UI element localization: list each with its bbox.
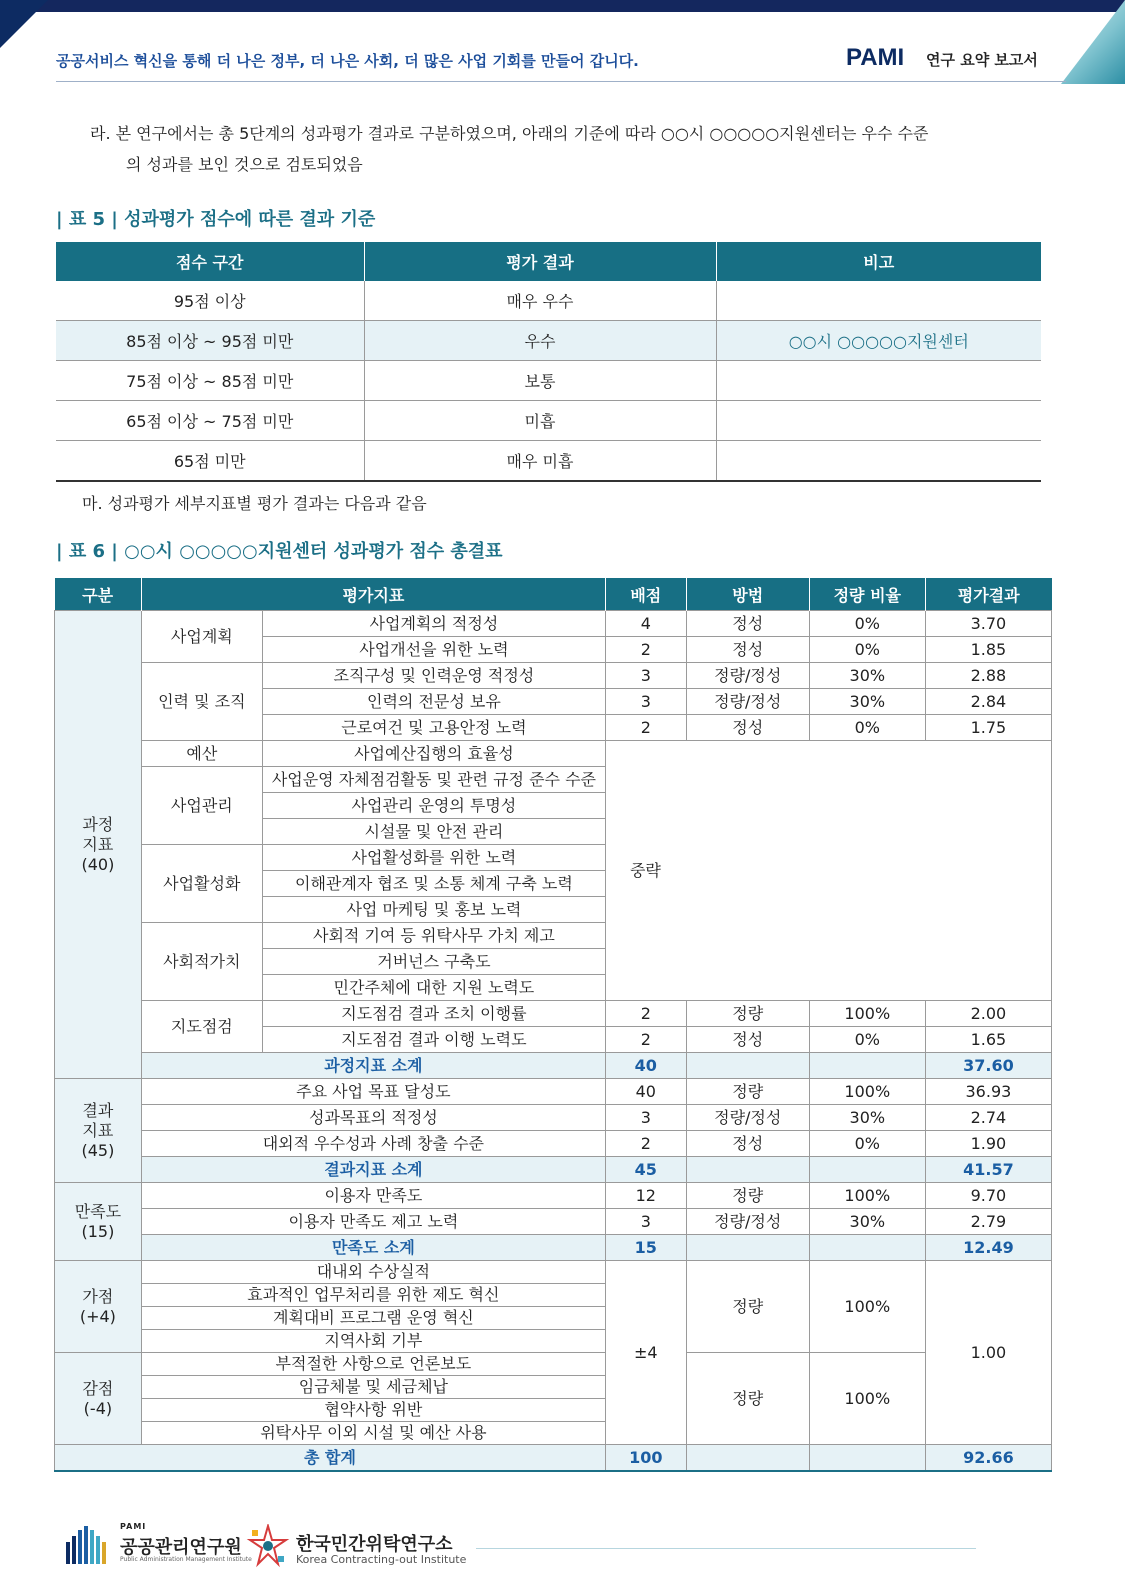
subtotal-score: 45 (605, 1157, 686, 1183)
header-score: 배점 (605, 578, 686, 611)
indicator-cell: 지역사회 기부 (141, 1330, 605, 1353)
result-cell: 2.00 (925, 1001, 1051, 1027)
method-cell: 정량/정성 (686, 663, 809, 689)
group-inspection: 지도점검 (141, 1001, 262, 1053)
table-row (55, 1131, 1052, 1157)
indicator-cell: 근로여건 및 고용안정 노력 (262, 715, 605, 741)
subtotal-score: 15 (605, 1235, 686, 1261)
ratio-cell: 0% (809, 637, 925, 663)
bonus-ratio: 100% (809, 1261, 925, 1353)
footer-org2-name: 한국민간위탁연구소 (296, 1534, 453, 1555)
paragraph-ra-line2: 의 성과를 보인 것으로 검토되었음 (126, 155, 363, 174)
method-cell: 정성 (686, 1027, 809, 1053)
adjust-result-cell: 1.00 (925, 1261, 1051, 1445)
score-cell: 2 (605, 715, 686, 741)
outcome-category: 결과 지표 (45) (55, 1079, 142, 1183)
indicator-cell: 사업계획의 적정성 (262, 611, 605, 637)
indicator-cell: 조직구성 및 인력운영 적정성 (262, 663, 605, 689)
indicator-cell: 협약사항 위반 (141, 1399, 605, 1422)
footer-pami-small: PAMI (120, 1522, 147, 1531)
total-empty (809, 1445, 925, 1472)
top-right-decoration (1061, 0, 1125, 84)
indicator-cell: 사업예산집행의 효율성 (262, 741, 605, 767)
group-org: 인력 및 조직 (141, 663, 262, 741)
method-cell: 정성 (686, 637, 809, 663)
page-header (56, 44, 1046, 80)
table-row (55, 1183, 1052, 1209)
range-cell: 85점 이상 ~ 95점 미만 (56, 321, 364, 361)
indicator-cell: 효과적인 업무처리를 위한 제도 혁신 (141, 1284, 605, 1307)
paragraph-ra-line1: 라. 본 연구에서는 총 5단계의 성과평가 결과로 구분하였으며, 아래의 기준에 따라 ○○시 ○○○○○지원센터는 우수 수준 (90, 124, 929, 143)
score-cell: 3 (605, 1105, 686, 1131)
result-cell: 2.88 (925, 663, 1051, 689)
subtotal-score: 40 (605, 1053, 686, 1079)
result-cell: 1.65 (925, 1027, 1051, 1053)
indicator-cell: 인력의 전문성 보유 (262, 689, 605, 715)
indicator-cell: 사회적 기여 등 위탁사무 가치 제고 (262, 923, 605, 949)
total-result: 92.66 (925, 1445, 1051, 1472)
ratio-cell: 30% (809, 689, 925, 715)
method-cell: 정성 (686, 611, 809, 637)
score-cell: 12 (605, 1183, 686, 1209)
score-cell: 3 (605, 1209, 686, 1235)
score-cell: 2 (605, 1001, 686, 1027)
table-row (55, 1105, 1052, 1131)
indicator-cell: 임금체불 및 세금체납 (141, 1376, 605, 1399)
indicator-cell: 이용자 만족도 제고 노력 (141, 1209, 605, 1235)
bonus-category: 가점 (+4) (55, 1261, 142, 1353)
indicator-cell: 거버넌스 구축도 (262, 949, 605, 975)
table-row (55, 1079, 1052, 1105)
total-row (55, 1445, 1052, 1472)
indicator-cell: 이해관계자 협조 및 소통 체계 구축 노력 (262, 871, 605, 897)
subtotal-label: 결과지표 소계 (141, 1157, 605, 1183)
group-plan: 사업계획 (141, 611, 262, 663)
method-cell: 정량/정성 (686, 1209, 809, 1235)
table6 (54, 578, 1052, 1472)
header-result: 평가결과 (925, 578, 1051, 611)
indicator-cell: 성과목표의 적정성 (141, 1105, 605, 1131)
group-social: 사회적가치 (141, 923, 262, 1001)
table6-header-row (55, 578, 1052, 611)
table6-title: | 표 6 | ○○시 ○○○○○지원센터 성과평가 점수 총결표 (56, 541, 503, 562)
paragraph-ra (90, 118, 1040, 180)
note-cell: ○○시 ○○○○○지원센터 (716, 321, 1041, 361)
table-row (55, 611, 1052, 637)
pami-bars-icon (66, 1524, 106, 1564)
table-row (56, 401, 1041, 441)
subtotal-empty (809, 1053, 925, 1079)
table-row (55, 663, 1052, 689)
indicator-cell: 지도점검 결과 이행 노력도 (262, 1027, 605, 1053)
indicator-cell: 부적절한 사항으로 언론보도 (141, 1353, 605, 1376)
subtotal-result: 41.57 (925, 1157, 1051, 1183)
omitted-cell: 중략 (605, 741, 1051, 1001)
indicator-cell: 민간주체에 대한 지원 노력도 (262, 975, 605, 1001)
result-cell: 미흡 (364, 401, 716, 441)
table5-header-range: 점수 구간 (56, 242, 364, 281)
score-cell: 3 (605, 689, 686, 715)
subtotal-result: 12.49 (925, 1235, 1051, 1261)
ratio-cell: 0% (809, 1131, 925, 1157)
result-cell: 2.84 (925, 689, 1051, 715)
indicator-cell: 사업개선을 위한 노력 (262, 637, 605, 663)
table5-header-result: 평가 결과 (364, 242, 716, 281)
result-cell: 보통 (364, 361, 716, 401)
result-cell: 우수 (364, 321, 716, 361)
header-indicator: 평가지표 (141, 578, 605, 611)
ratio-cell: 0% (809, 611, 925, 637)
note-cell (716, 361, 1041, 401)
table-row (55, 1209, 1052, 1235)
footer-divider (476, 1548, 976, 1549)
method-cell: 정량 (686, 1001, 809, 1027)
subtotal-empty (809, 1157, 925, 1183)
header-category: 구분 (55, 578, 142, 611)
ratio-cell: 30% (809, 1105, 925, 1131)
footer-org1-name: 공공관리연구원 (120, 1537, 242, 1558)
header-slogan: 공공서비스 혁신을 통해 더 나은 정부, 더 나은 사회, 더 많은 사업 기회를 만들어 갑니다. (56, 52, 639, 70)
table-row (55, 1261, 1052, 1284)
ratio-cell: 30% (809, 1209, 925, 1235)
note-cell (716, 281, 1041, 321)
table-row (56, 441, 1041, 482)
indicator-cell: 계획대비 프로그램 운영 혁신 (141, 1307, 605, 1330)
group-budget: 예산 (141, 741, 262, 767)
subtotal-row (55, 1235, 1052, 1261)
result-cell: 매우 미흡 (364, 441, 716, 482)
result-cell: 3.70 (925, 611, 1051, 637)
result-cell: 36.93 (925, 1079, 1051, 1105)
table5-header-row (56, 242, 1041, 281)
group-mgmt: 사업관리 (141, 767, 262, 845)
bonus-method: 정량 (686, 1261, 809, 1353)
result-cell: 2.74 (925, 1105, 1051, 1131)
method-cell: 정량/정성 (686, 689, 809, 715)
indicator-cell: 사업 마케팅 및 홍보 노력 (262, 897, 605, 923)
penalty-method: 정량 (686, 1353, 809, 1445)
indicator-cell: 위탁사무 이외 시설 및 예산 사용 (141, 1422, 605, 1445)
top-left-decoration (0, 0, 48, 48)
result-cell: 매우 우수 (364, 281, 716, 321)
method-cell: 정성 (686, 1131, 809, 1157)
score-cell: 40 (605, 1079, 686, 1105)
subtotal-result: 37.60 (925, 1053, 1051, 1079)
subtotal-empty (686, 1053, 809, 1079)
report-type: 연구 요약 보고서 (926, 51, 1038, 69)
indicator-cell: 대외적 우수성과 사례 창출 수준 (141, 1131, 605, 1157)
table5-title: | 표 5 | 성과평가 점수에 따른 결과 기준 (56, 209, 376, 230)
score-cell: 2 (605, 1027, 686, 1053)
ratio-cell: 100% (809, 1001, 925, 1027)
method-cell: 정성 (686, 715, 809, 741)
score-cell: 3 (605, 663, 686, 689)
penalty-category: 감점 (-4) (55, 1353, 142, 1445)
method-cell: 정량 (686, 1079, 809, 1105)
subtotal-empty (809, 1235, 925, 1261)
subtotal-label: 만족도 소계 (141, 1235, 605, 1261)
result-cell: 1.90 (925, 1131, 1051, 1157)
score-cell: 2 (605, 1131, 686, 1157)
header-ratio: 정량 비율 (809, 578, 925, 611)
table-row (55, 741, 1052, 767)
ratio-cell: 100% (809, 1183, 925, 1209)
range-cell: 95점 이상 (56, 281, 364, 321)
range-cell: 65점 미만 (56, 441, 364, 482)
method-cell: 정량/정성 (686, 1105, 809, 1131)
page-footer (66, 1522, 1066, 1570)
subtotal-empty (686, 1157, 809, 1183)
pami-logo: PAMI (846, 44, 905, 71)
range-cell: 65점 이상 ~ 75점 미만 (56, 401, 364, 441)
ratio-cell: 0% (809, 715, 925, 741)
indicator-cell: 대내외 수상실적 (141, 1261, 605, 1284)
result-cell: 2.79 (925, 1209, 1051, 1235)
total-score: 100 (605, 1445, 686, 1472)
header-divider (56, 81, 1066, 82)
ratio-cell: 0% (809, 1027, 925, 1053)
total-empty (686, 1445, 809, 1472)
header-method: 방법 (686, 578, 809, 611)
indicator-cell: 주요 사업 목표 달성도 (141, 1079, 605, 1105)
process-category: 과정 지표 (40) (55, 611, 142, 1079)
footer-org2-english: Korea Contracting-out Institute (296, 1553, 467, 1566)
subtotal-label: 과정지표 소계 (141, 1053, 605, 1079)
score-cell: 4 (605, 611, 686, 637)
kci-star-icon (246, 1524, 290, 1568)
group-activation: 사업활성화 (141, 845, 262, 923)
total-label: 총 합계 (55, 1445, 606, 1472)
indicator-cell: 사업운영 자체점검활동 및 관련 규정 준수 수준 (262, 767, 605, 793)
range-cell: 75점 이상 ~ 85점 미만 (56, 361, 364, 401)
table-row (56, 321, 1041, 361)
adjust-score-cell: ±4 (605, 1261, 686, 1445)
ratio-cell: 100% (809, 1079, 925, 1105)
table5-header-note: 비고 (716, 242, 1041, 281)
subtotal-empty (686, 1235, 809, 1261)
paragraph-ma: 마. 성과평가 세부지표별 평가 결과는 다음과 같음 (82, 494, 427, 513)
method-cell: 정량 (686, 1183, 809, 1209)
satisfaction-category: 만족도 (15) (55, 1183, 142, 1261)
note-cell (716, 441, 1041, 482)
indicator-cell: 시설물 및 안전 관리 (262, 819, 605, 845)
indicator-cell: 지도점검 결과 조치 이행률 (262, 1001, 605, 1027)
subtotal-row (55, 1053, 1052, 1079)
result-cell: 1.85 (925, 637, 1051, 663)
indicator-cell: 이용자 만족도 (141, 1183, 605, 1209)
result-cell: 1.75 (925, 715, 1051, 741)
note-cell (716, 401, 1041, 441)
subtotal-row (55, 1157, 1052, 1183)
ratio-cell: 30% (809, 663, 925, 689)
result-cell: 9.70 (925, 1183, 1051, 1209)
table-row (56, 361, 1041, 401)
indicator-cell: 사업관리 운영의 투명성 (262, 793, 605, 819)
table5 (56, 242, 1041, 482)
table-row (55, 1353, 1052, 1376)
penalty-ratio: 100% (809, 1353, 925, 1445)
top-bar (0, 0, 1125, 12)
table-row (55, 1001, 1052, 1027)
table-row (56, 281, 1041, 321)
footer-org1-english: Public Administration Management Institute (120, 1556, 252, 1563)
indicator-cell: 사업활성화를 위한 노력 (262, 845, 605, 871)
score-cell: 2 (605, 637, 686, 663)
